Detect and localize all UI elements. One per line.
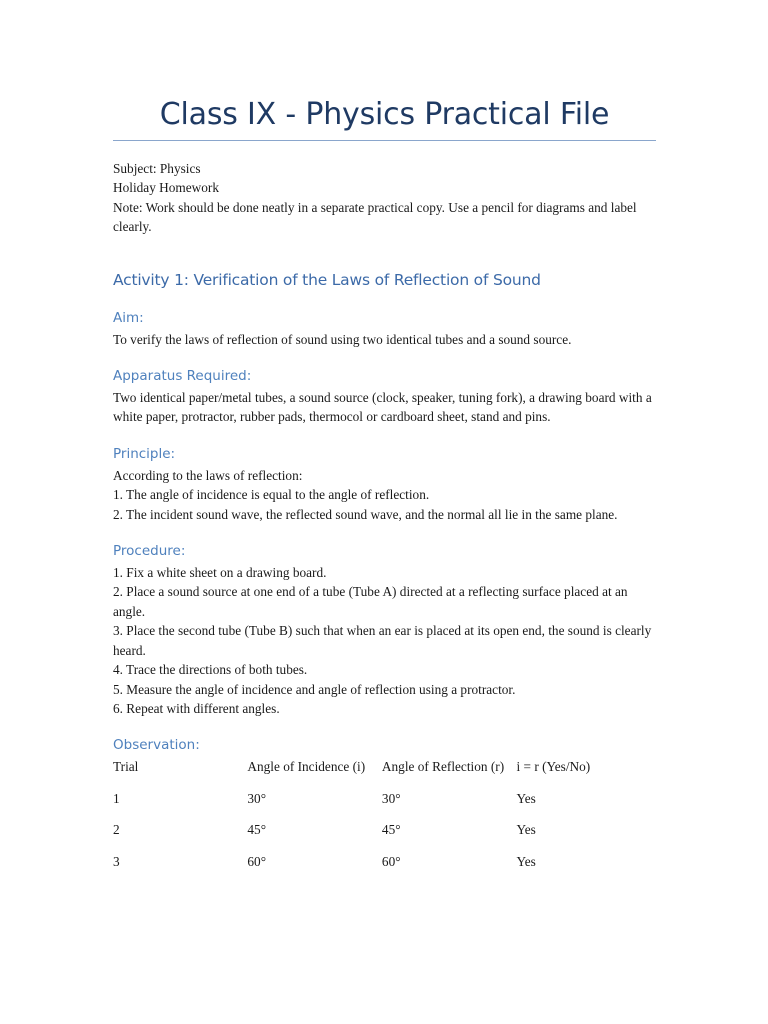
table-row <box>113 852 656 883</box>
homework-line: Holiday Homework <box>113 180 219 196</box>
table-cell: Yes <box>516 853 536 869</box>
procedure-step: 6. Repeat with different angles. <box>113 700 280 716</box>
apparatus-heading: Apparatus Required: <box>113 368 252 385</box>
column-header: Angle of Incidence (i) <box>247 759 366 775</box>
observation-heading: Observation: <box>113 737 200 754</box>
principle-section <box>113 445 656 524</box>
table-cell: 3 <box>113 853 120 869</box>
procedure-list <box>113 563 656 718</box>
principle-line: According to the laws of reflection: <box>113 467 303 483</box>
table-cell: 60° <box>381 853 401 869</box>
activity-heading: Activity 1: Verification of the Laws of Reflection of Sound <box>113 270 541 289</box>
procedure-heading: Procedure: <box>113 543 186 560</box>
principle-heading: Principle: <box>113 445 176 462</box>
table-cell: 30° <box>247 790 267 806</box>
aim-text: To verify the laws of reflection of sound using two identical tubes and a sound source. <box>113 331 572 347</box>
table-row <box>113 789 656 820</box>
table-cell: 1 <box>113 790 120 806</box>
table-cell: Yes <box>516 822 536 838</box>
aim-section <box>113 309 656 349</box>
column-header: i = r (Yes/No) <box>516 759 591 775</box>
subject-line: Subject: Physics <box>113 161 201 176</box>
aim-heading: Aim: <box>113 309 144 326</box>
principle-line: 1. The angle of incidence is equal to the angle of reflection. <box>113 487 430 503</box>
note-line: Note: Work should be done neatly in a separate practical copy. Use a pencil for diagrams and label clearly. <box>113 199 637 235</box>
procedure-step: 3. Place the second tube (Tube B) such that when an ear is placed at its open end, the sound is clearly heard. <box>113 623 652 658</box>
observation-section <box>113 736 656 883</box>
principle-line: 2. The incident sound wave, the reflected sound wave, and the normal all lie in the same plane. <box>113 506 618 522</box>
column-header: Angle of Reflection (r) <box>381 759 505 775</box>
table-cell: 60° <box>247 853 267 869</box>
apparatus-section <box>113 367 656 427</box>
table-cell: 45° <box>247 822 267 838</box>
page-title: Class IX - Physics Practical File <box>113 0 656 141</box>
procedure-step: 5. Measure the angle of incidence and angle of reflection using a protractor. <box>113 681 516 697</box>
apparatus-text: Two identical paper/metal tubes, a sound source (clock, speaker, tuning fork), a drawing board with a white paper, protractor, rubber pads, thermocol or cardboard sheet, stand and pins. <box>113 390 652 425</box>
table-cell: Yes <box>516 790 536 806</box>
document-meta <box>113 159 656 237</box>
table-cell: 2 <box>113 822 120 838</box>
table-header-row <box>113 757 656 788</box>
table-cell: 30° <box>381 790 401 806</box>
table-row <box>113 820 656 851</box>
column-header: Trial <box>113 759 139 775</box>
procedure-step: 1. Fix a white sheet on a drawing board. <box>113 565 327 581</box>
principle-list <box>113 466 656 524</box>
observation-table <box>113 757 656 883</box>
procedure-step: 2. Place a sound source at one end of a tube (Tube A) directed at a reflecting surface placed at an angle. <box>113 584 628 619</box>
procedure-section <box>113 542 656 718</box>
procedure-step: 4. Trace the directions of both tubes. <box>113 662 308 678</box>
table-cell: 45° <box>381 822 401 838</box>
